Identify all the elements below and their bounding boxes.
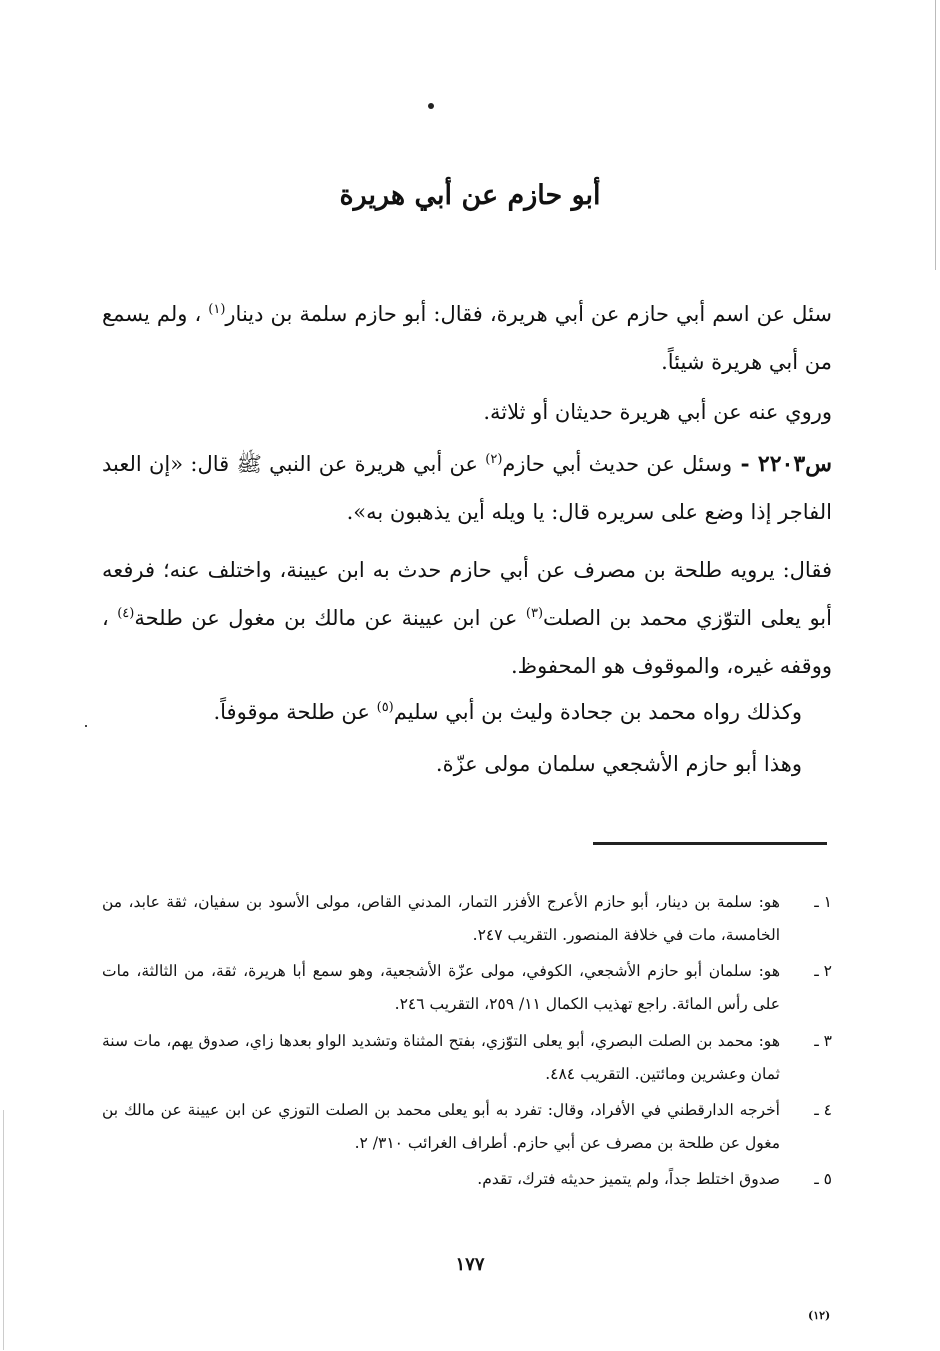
signature-mark: (١٢) (808, 1309, 831, 1322)
paragraph-6: وهذا أبو حازم الأشجعي سلمان مولى عزّة. (435, 752, 802, 776)
footnote-1: ١ ـ هو: سلمة بن دينار، أبو حازم الأعرج الأفزر التمار، المدني القاص، مولى الأسود بن سفيان، ثقة عابد، من الخامسة، مات في خلافة المنصور. التقريب ٢٤٧. (102, 893, 832, 944)
footnote-ref: (٤) (117, 606, 135, 621)
footnote-ref: (٥) (376, 700, 394, 715)
paragraph-5: وكذلك رواه محمد بن جحادة وليث بن أبي سليم$^{(٥)}$ عن طلحة موقوفاً. (213, 700, 802, 724)
page-number: ١٧٧ (455, 1254, 485, 1275)
footnote-ref: (١) (208, 302, 226, 317)
question-number: س٢٢٠٣ - (732, 451, 832, 477)
scan-speck (85, 725, 87, 727)
footnote-separator (593, 842, 827, 845)
footnote-5: ٥ ـ صدوق اختلط جداً، ولم يتميز حديثه فترك، تقدم. (477, 1170, 832, 1188)
footnote-2: ٢ ـ هو: سلمان أبو حازم الأشجعي، الكوفي، مولى عزّة الأشجعية، وهو سمع أبا هريرة، ثقة، من الثالثة، مات على رأس المائة. راجع تهذيب الكمال ١١/ ٢٥٩، التقريب ٢٤٦. (102, 962, 832, 1013)
footnote-ref: (٣) (525, 606, 544, 621)
footnote-ref: (٢) (485, 452, 503, 467)
ornament-dot (428, 103, 434, 109)
paragraph-1: سئل عن اسم أبي حازم عن أبي هريرة، فقال: أبو حازم سلمة بن دينار$^{(١)}$ ، ولم يسمع من أبي هريرة شيئاً. (102, 302, 833, 374)
paragraph-3: س٢٢٠٣ - وسئل عن حديث أبي حازم$^{(٢)}$ عن أبي هريرة عن النبي ﷺ قال: «إن العبد الفاجر إذا وضع على سريره قال: يا ويله أين يذهبون به». (102, 451, 832, 524)
footnote-3: ٣ ـ هو: محمد بن الصلت البصري، أبو يعلى التوّزي، بفتح المثناة وتشديد الواو بعدها زاي، صدوق يهم، مات سنة ثمان وعشرين ومائتين. التقريب ٤٨٤. (102, 1032, 832, 1083)
page-title: أبو حازم عن أبي هريرة (339, 180, 601, 211)
paragraph-2: وروي عنه عن أبي هريرة حديثان أو ثلاثة. (483, 400, 832, 424)
page-edge-line (3, 1110, 4, 1350)
page-edge-line (935, 0, 936, 270)
paragraph-4: فقال: يرويه طلحة بن مصرف عن أبي حازم حدث به ابن عيينة، واختلف عنه؛ فرفعه أبو يعلى التوّزي محمد بن الصلت$^{(٣)}$ عن ابن عيينة عن مالك بن مغول عن طلحة$^{(٤)}$ ، ووقفه غيره، والموقوف هو المحفوظ. (102, 558, 832, 678)
footnote-4: ٤ ـ أخرجه الدارقطني في الأفراد، وقال: تفرد به أبو يعلى محمد بن الصلت التوزي عن ابن عيينة عن مالك بن مغول عن طلحة بن مصرف عن أبي حازم. أطراف الغرائب ٣١٠/ ٢. (102, 1101, 832, 1152)
